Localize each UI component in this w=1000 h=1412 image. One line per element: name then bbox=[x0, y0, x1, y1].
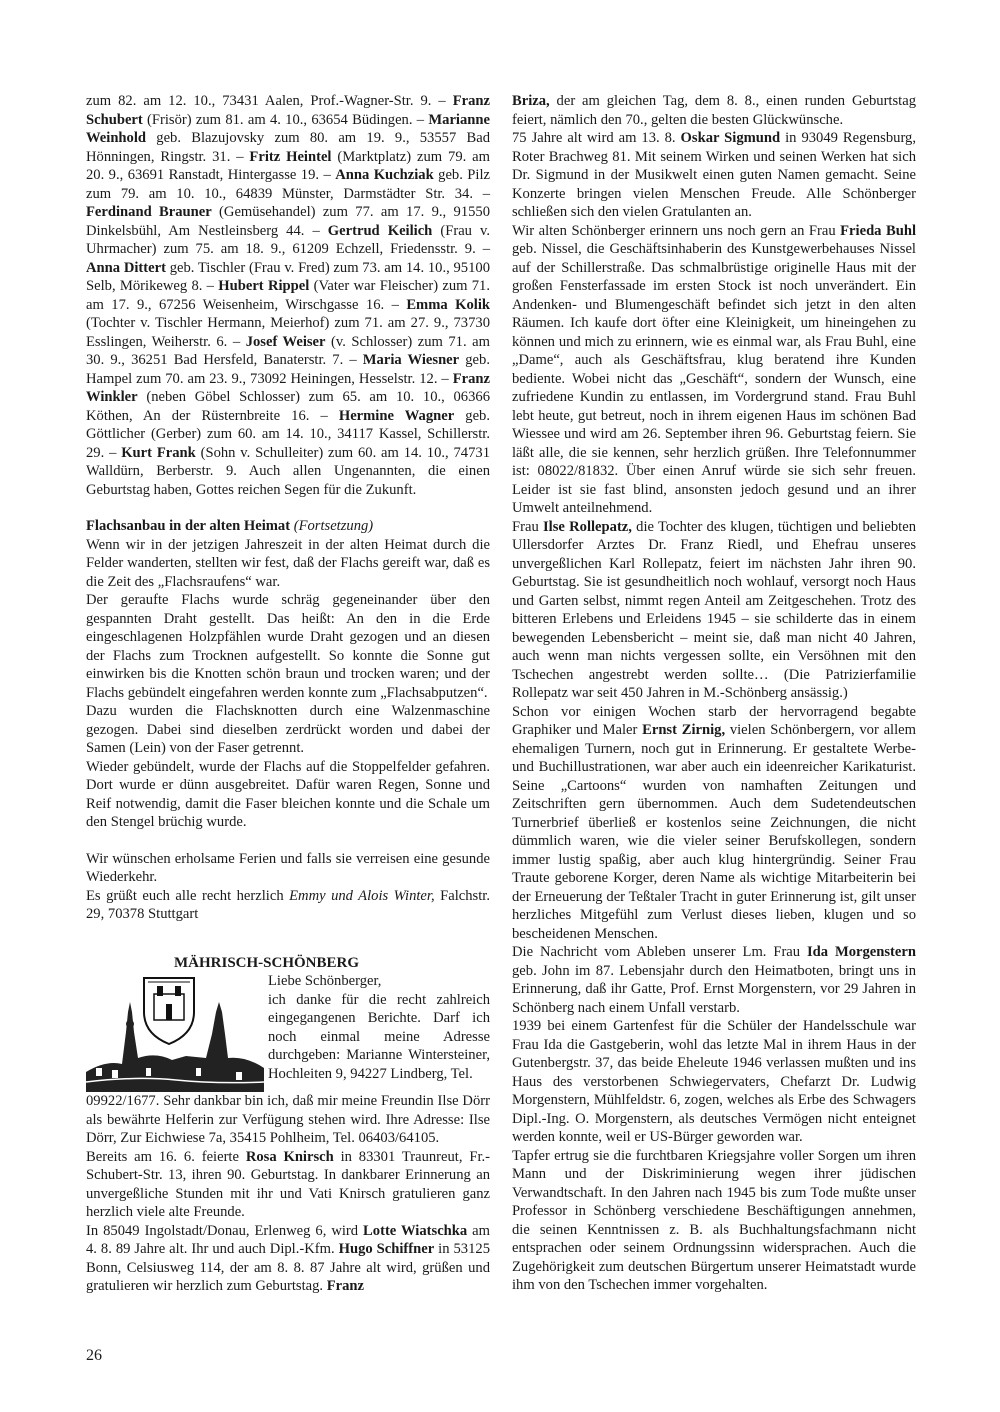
person-name: Fritz Heintel bbox=[249, 148, 332, 165]
birthday-text: geb. Blazujovsky zum 80. am 19. 9., 53557 Bad Hönningen, Ringstr. 31. – bbox=[86, 130, 490, 165]
wiatschka-paragraph: In 85049 Ingolstadt/Donau, Erlenweg 6, wird Lotte Wiatschka am 4. 8. 89 Jahre alt. Ihr und auch Dipl.-Kfm. Hugo Schiffner in 53125 Bonn, Celsiusweg 114, der am 8. 8. 87 Jahre alt wird, grüßen und gratulieren wir herzlich zum Geburtstag. Franz bbox=[86, 1222, 491, 1294]
gartenfest-paragraph: 1939 bei einem Gartenfest für die Schüler der Handelsschule war Frau Ida die Gastgeberin, wohl das letzte Mal in ihrem Haus in der Gutenbergstr. 37, das beide Eheleute 1946 verlassen mußten und ins Haus des verstorbenen Schwiegervaters, Chefarzt Dr. Ludwig Morgenstern, Mühlfeldstr. 6, zogen, welches als Erbe des Schwagers Dipl.-Ing. O. Morgenstern, als deutsches Vermögen nicht enteignet werden konnte, weil er US-Bürger geworden war. bbox=[512, 1018, 916, 1145]
person-name: Marianne Weinhold bbox=[86, 111, 490, 146]
flachs-paragraph: Der geraufte Flachs wurde schräg gegeneinander über den gespannten Draht gestellt. Das heißt: An den in die Erde eingeschlagenen Holzpfählen wurde Draht gezogen und an diesen der Flachs zum Trocknen aufgestellt. So konnte die Sonne gut einwirken bis die Knotten schön braun und trocken waren; und der Flachs gebündelt eingefahren werden konnte zum „Flachsabputzen“. bbox=[86, 592, 490, 701]
person-name: Hermine Wagner bbox=[338, 407, 455, 424]
birthday-text: geb. Pilz zum 79. am 10. 10., 64839 Münster, Darmstädter Str. 34. – bbox=[86, 167, 490, 202]
right-column bbox=[512, 92, 916, 1295]
flachs-paragraph: Dazu wurden die Flachsknotten durch eine Walzenmaschine gezogen. Dabei sind dieselben zerdrückt worden und dabei der Samen (Lein) von der Faser getrennt. bbox=[86, 703, 490, 756]
person-name: Hubert Rippel bbox=[218, 278, 310, 294]
birthday-text: geb. Hampel zum 70. am 23. 9., 73092 Heiningen, Hesselstr. 12. – bbox=[86, 352, 490, 387]
section-title: MÄHRISCH-SCHÖNBERG bbox=[174, 954, 360, 971]
flachs-paragraph: Wieder gebündelt, wurde der Flachs auf die Stoppelfelder gefahren. Dort wurde er dünn ausgebreitet. Dafür waren Regen, Sonne und Reif notwendig, damit die Faser bleichen konnte und die Schale um den Stengel brüchig wurde. bbox=[86, 758, 490, 830]
person-name: Kurt Frank bbox=[121, 444, 196, 461]
birthday-list bbox=[86, 92, 490, 499]
person-name: Josef Weiser bbox=[245, 333, 326, 350]
farewell-wishes: Wir wünschen erholsame Ferien und falls sie verreisen eine gesunde Wiederkehr. bbox=[86, 850, 490, 885]
flachs-heading: Flachsanbau in der alten Heimat (Fortsetzung) bbox=[86, 518, 374, 534]
farewell-signature: Es grüßt euch alle recht herzlich Emmy und Alois Winter, Falchstr. 29, 70378 Stuttgart bbox=[86, 887, 490, 922]
birthday-text: geb. Tischler (Frau v. Fred) zum 73. am 14. 10., 95100 Selb, Mörikeweg 8. – bbox=[86, 259, 490, 294]
town-crest-illustration bbox=[86, 972, 264, 1092]
briza-paragraph: Briza, der am gleichen Tag, dem 8. 8., einen runden Geburtstag feiert, nämlich den 70., gelten die besten Glückwünsche. bbox=[512, 93, 916, 128]
birthday-text: (neben Göbel Schlosser) zum 65. am 10. 10., 06366 Köthen, An der Rüsternbreite 16. – bbox=[86, 389, 490, 424]
person-name: Franz Schubert bbox=[86, 93, 490, 128]
birthday-text: (v. Schlosser) zum 71. am 30. 9., 36251 Bad Hersfeld, Banaterstr. 7. – bbox=[86, 333, 490, 368]
person-name: Ferdinand Brauner bbox=[86, 204, 212, 220]
birthday-text: (Sohn v. Schulleiter) zum 60. am 14. 10., 74731 Walldürn, Berberstr. 9. Auch allen Ungenannten, die einen Geburtstag haben, Gottes reichen Segen für die Zukunft. bbox=[86, 444, 490, 498]
birthday-text: (Frisör) zum 81. am 4. 10., 63654 Büdingen. – bbox=[142, 111, 429, 128]
flachs-paragraph: Wenn wir in der jetzigen Jahreszeit in der alten Heimat durch die Felder wanderten, stellten wir fest, daß der Flachs gereift war, daß es die Zeit des „Flachsraufens“ war. bbox=[86, 536, 490, 590]
person-name: Anna Kuchziak bbox=[335, 167, 434, 183]
birthday-text: (Frau v. Uhrmacher) zum 75. am 18. 9., 61209 Echzell, Friedensstr. 9. – bbox=[86, 222, 490, 257]
page-number: 26 bbox=[86, 1347, 102, 1364]
birthday-text: (Tochter v. Tischler Hermann, Meierhof) zum 71. am 27. 9., 73730 Esslingen, Weiherstr. 6. – bbox=[86, 315, 490, 350]
buhl-paragraph: Wir alten Schönberger erinnern uns noch gern an Frau Frieda Buhl geb. Nissel, die Geschäftsinhaberin des Kunstgewerbehauses Nissel auf der Schillerstraße. Das schmalbrüstige originelle Haus mit der großen Fensterfassade im ersten Stock ist noch unverändert. Ein Andenken- und Blumengeschäft befindet sich jetzt in den alten Räumen. Ich kaufe dort öfter eine Kleinigkeit, um hineingehen zu können und mich zu erinnern, wie es einmal war, als Frau Buhl, eine „Dame“, auch als Geschäftsfrau, klug beratend ihre Kunden bediente. Wobei nicht das „Geschäft“, sondern der Wunsch, eine zufriedene Kundin zu entlassen, im Vordergrund stand. Frau Buhl lebt heute, gut betreut, noch in ihrem eigenen Haus im schönen Bad Wiessee und wird am 26. September ihren 96. Geburtstag feiern. Sie läßt alle, die sie kennen, sehr herzlich grüßen. Ihre Telefonnummer ist: 08022/81832. Über einen Anruf würde sie sich sehr freuen. Leider ist sie fast blind, ansonsten jedoch gesund und an ihrer Umwelt anteilnehmend. bbox=[512, 222, 916, 516]
birthday-text: (Gemüsehandel) zum 77. am 17. 9., 91550 Dinkelsbühl, Am Nestleinsberg 44. – bbox=[86, 204, 491, 239]
intro-text: ich danke für die recht zahlreich eingegangenen Berichte. Darf ich noch einmal meine Adresse durchgeben: Marianne Wintersteiner, Hochleiten 9, 94227 Lindberg, Tel. bbox=[268, 991, 490, 1082]
person-name: Anna Dittert bbox=[86, 259, 166, 276]
morgenstern-paragraph: Die Nachricht vom Ableben unserer Lm. Frau Ida Morgenstern geb. John im 87. Lebensjahr durch den Heimatboten, bringt uns in Erinnerung, daß ihr Gatte, Prof. Ernst Morgenstern, vor 29 Jahren in Schönberg nach einem Unfall verstarb. bbox=[512, 944, 916, 1016]
left-column bbox=[86, 92, 490, 1296]
greeting: Liebe Schönberger, bbox=[268, 973, 382, 989]
knirsch-paragraph: Bereits am 16. 6. feierte Rosa Knirsch in 83301 Traunreut, Fr.-Schubert-Str. 13, ihren 90. Geburtstag. In dankbarer Erinnerung an unvergeßliche Stunden mit ihr und Vati Knirsch gratulieren ganz herzlich viele alte Freunde. bbox=[86, 1148, 491, 1220]
sigmund-paragraph: 75 Jahre alt wird am 13. 8. Oskar Sigmund in 93049 Regensburg, Roter Brachweg 81. Mit seinem Wirken und seinen Werken hat sich Dr. Sigmund in der Musikwelt einen guten Namen gemacht. Seine Konzerte bringen vielen Menschen Freude. Alle Schönberger schließen sich den vielen Gratulanten an. bbox=[512, 130, 917, 220]
person-name: Franz Winkler bbox=[86, 370, 490, 405]
birthday-text: (Marktplatz) zum 79. am 20. 9., 63691 Ranstadt, Hintergasse 19. – bbox=[86, 148, 491, 183]
person-name: Gertrud Keilich bbox=[327, 222, 433, 239]
kriegsjahre-paragraph: Tapfer ertrug sie die furchtbaren Kriegsjahre voller Sorgen um ihren Mann und der Diskriminierung wegen ihrer jüdischen Verwandtschaft. In den Jahren nach 1945 bis zum Tode mußte unser Professor in Schönberg verschiedene Beschäftigungen annehmen, die seinen Kenntnissen z. B. als Buchhaltungsfachmann nicht entsprachen oder seinem Ordnungssinn widersprachen. Auch die Zugehörigkeit zum deutschen Bürgertum unserer Heimatstadt wurde ihm von den Tschechen immer vorgehalten. bbox=[512, 1147, 916, 1293]
person-name: Emma Kolik bbox=[406, 296, 490, 313]
birthday-text: zum 82. am 12. 10., 73431 Aalen, Prof.-Wagner-Str. 9. – bbox=[86, 93, 453, 109]
crest-text bbox=[268, 972, 490, 1083]
zirnig-paragraph: Schon vor einigen Wochen starb der hervorragend begabte Graphiker und Maler Ernst Zirnig, vielen Schönbergern, vor allem ehemaligen Turnern, noch gut in Erinnerung. Er gestaltete Werbe- und Buchillustrationen, war aber auch ein ideenreicher Karikaturist. Seine „Cartoons“ wurden von namhaften Zeitungen und Zeitschriften gern übernommen. Auch dem Sudetendeutschen Turnerbrief überließ er kostenlos seine Zeichnungen, die nicht dümmlich waren, wie die vieler seiner Berufskollegen, sondern immer lustig spaßig, aber auch klug hintergründig. Seiner Frau Traute geborene Korger, deren Name als wichtige Mitarbeiterin bei der Erneuerung der Teßtaler Tracht in guter Erinnerung ist, gilt unser herzliches Mitgefühl zum Verlust dieses lieben, klugen und so bescheidenen Menschen. bbox=[512, 703, 916, 942]
helper-address: 09922/1677. Sehr dankbar bin ich, daß mir meine Freundin Ilse Dörr als bewährte Helferin zur Verfügung stehen wird. Ihre Adresse: Ilse Dörr, Zur Eichwiese 7a, 35415 Pohlheim, Tel. 06403/64105. bbox=[86, 1093, 490, 1146]
crest-block bbox=[86, 972, 490, 1092]
birthday-text: (Vater war Fleischer) zum 71. am 17. 9., 67256 Weisenheim, Wirschgasse 16. – bbox=[86, 278, 490, 313]
rollepatz-paragraph: Frau Ilse Rollepatz, die Tochter des klugen, tüchtigen und beliebten Ullersdorfer Arztes Dr. Franz Riedl, und Ehefrau unseres unvergeßlichen Karl Rollepatz, feiert im nächsten Jahr ihren 90. Geburtstag. Sie ist gesundheitlich noch wohlauf, versorgt noch Haus und Garten selbst, nimmt regen Anteil am Zeitgeschehen. Trotz des bitteren Erlebens und Erleidens 1945 – sie schilderte das in einem bewegenden Lebensbericht – meint sie, daß man nicht 40 Jahren, auch wenn man nichts vergessen sollte, ein Versöhnen mit den Tschechen angestrebt werden sollte… (Die Patrizierfamilie Rollepatz war seit 450 Jahren in M.-Schönberg ansässig.) bbox=[512, 518, 916, 701]
person-name: Maria Wiesner bbox=[362, 352, 460, 368]
birthday-text: geb. Göttlicher (Gerber) zum 60. am 14. 10., 34117 Kassel, Schillerstr. 29. – bbox=[86, 407, 491, 461]
